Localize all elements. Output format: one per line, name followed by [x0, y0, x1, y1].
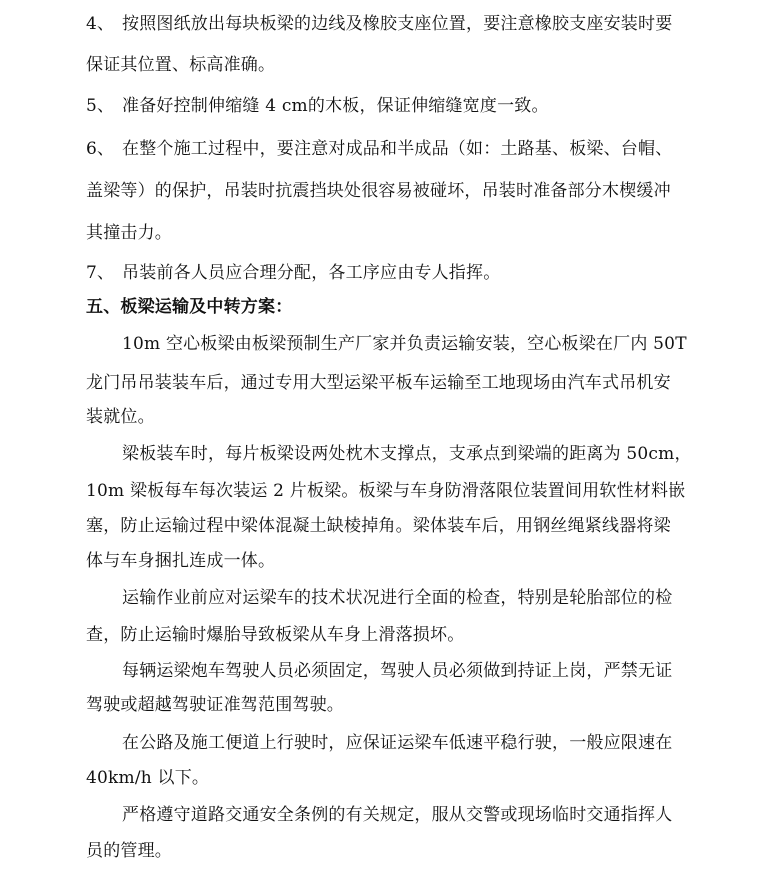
item-text: 盖梁等）的保护，吊装时抗震挡块处很容易被碰坏，吊装时准备部分木楔缓冲: [86, 181, 671, 201]
paragraph-2-line-4: [0, 547, 782, 575]
item-text: 按照图纸放出每块板梁的边线及橡胶支座位置，要注意橡胶支座安装时要: [122, 14, 673, 34]
paragraph-text: 龙门吊吊装装车后，通过专用大型运梁平板车运输至工地现场由汽车式吊机安: [86, 373, 671, 393]
item-number: 6、: [86, 139, 115, 159]
paragraph-text: 40km/h 以下。: [86, 768, 210, 788]
item-text: 保证其位置、标高准确。: [86, 55, 276, 75]
section-heading-text: 五、板梁运输及中转方案：: [86, 297, 293, 317]
item-5-line-1: [0, 92, 782, 120]
item-text: 在整个施工过程中，要注意对成品和半成品（如：土路基、板梁、台帽、: [122, 139, 673, 159]
paragraph-text: 在公路及施工便道上行驶时，应保证运梁车低速平稳行驶，一般应限速在: [122, 733, 673, 753]
section-heading: [0, 293, 782, 321]
paragraph-text: 体与车身捆扎连成一体。: [86, 551, 276, 571]
paragraph-1-line-3: [0, 403, 782, 431]
item-4-line-2: [0, 51, 782, 79]
paragraph-5-line-2: [0, 764, 782, 792]
paragraph-text: 严格遵守道路交通安全条例的有关规定，服从交警或现场临时交通指挥人: [122, 805, 673, 825]
item-4-line-1: [0, 10, 782, 38]
paragraph-3-line-1: [0, 584, 782, 612]
item-text: 其撞击力。: [86, 223, 172, 243]
paragraph-text: 梁板装车时，每片板梁设两处枕木支撑点，支承点到梁端的距离为 50cm，: [122, 444, 692, 464]
paragraph-text: 10m 空心板梁由板梁预制生产厂家并负责运输安装，空心板梁在厂内 50T: [122, 334, 687, 354]
paragraph-2-line-1: [0, 440, 782, 468]
item-number: 7、: [86, 263, 115, 283]
paragraph-text: 驾驶或超越驾驶证准驾范围驾驶。: [86, 695, 344, 715]
item-6-line-2: [0, 177, 782, 205]
item-text: 吊装前各人员应合理分配，各工序应由专人指挥。: [122, 263, 501, 283]
paragraph-text: 查，防止运输时爆胎导致板梁从车身上滑落损坏。: [86, 625, 465, 645]
item-6-line-3: [0, 219, 782, 247]
paragraph-2-line-2: [0, 477, 782, 505]
item-number: 5、: [86, 96, 115, 116]
paragraph-text: 装就位。: [86, 407, 155, 427]
paragraph-text: 塞，防止运输过程中梁体混凝土缺棱掉角。梁体装车后，用钢丝绳紧线器将梁: [86, 516, 671, 536]
paragraph-4-line-1: [0, 657, 782, 685]
paragraph-2-line-3: [0, 512, 782, 540]
item-number: 4、: [86, 14, 115, 34]
paragraph-text: 每辆运梁炮车驾驶人员必须固定，驾驶人员必须做到持证上岗，严禁无证: [122, 661, 673, 681]
paragraph-3-line-2: [0, 621, 782, 649]
item-7-line-1: [0, 259, 782, 287]
paragraph-text: 员的管理。: [86, 841, 172, 861]
item-text: 准备好控制伸缩缝 4 cm的木板，保证伸缩缝宽度一致。: [122, 96, 549, 116]
paragraph-text: 运输作业前应对运梁车的技术状况进行全面的检查，特别是轮胎部位的检: [122, 588, 673, 608]
item-6-line-1: [0, 135, 782, 163]
paragraph-text: 10m 梁板每车每次装运 2 片板梁。板梁与车身防滑落限位装置间用软性材料嵌: [86, 481, 686, 501]
paragraph-6-line-1: [0, 801, 782, 829]
paragraph-1-line-1: [0, 330, 782, 358]
paragraph-6-line-2: [0, 837, 782, 865]
paragraph-5-line-1: [0, 729, 782, 757]
paragraph-1-line-2: [0, 369, 782, 397]
paragraph-4-line-2: [0, 691, 782, 719]
